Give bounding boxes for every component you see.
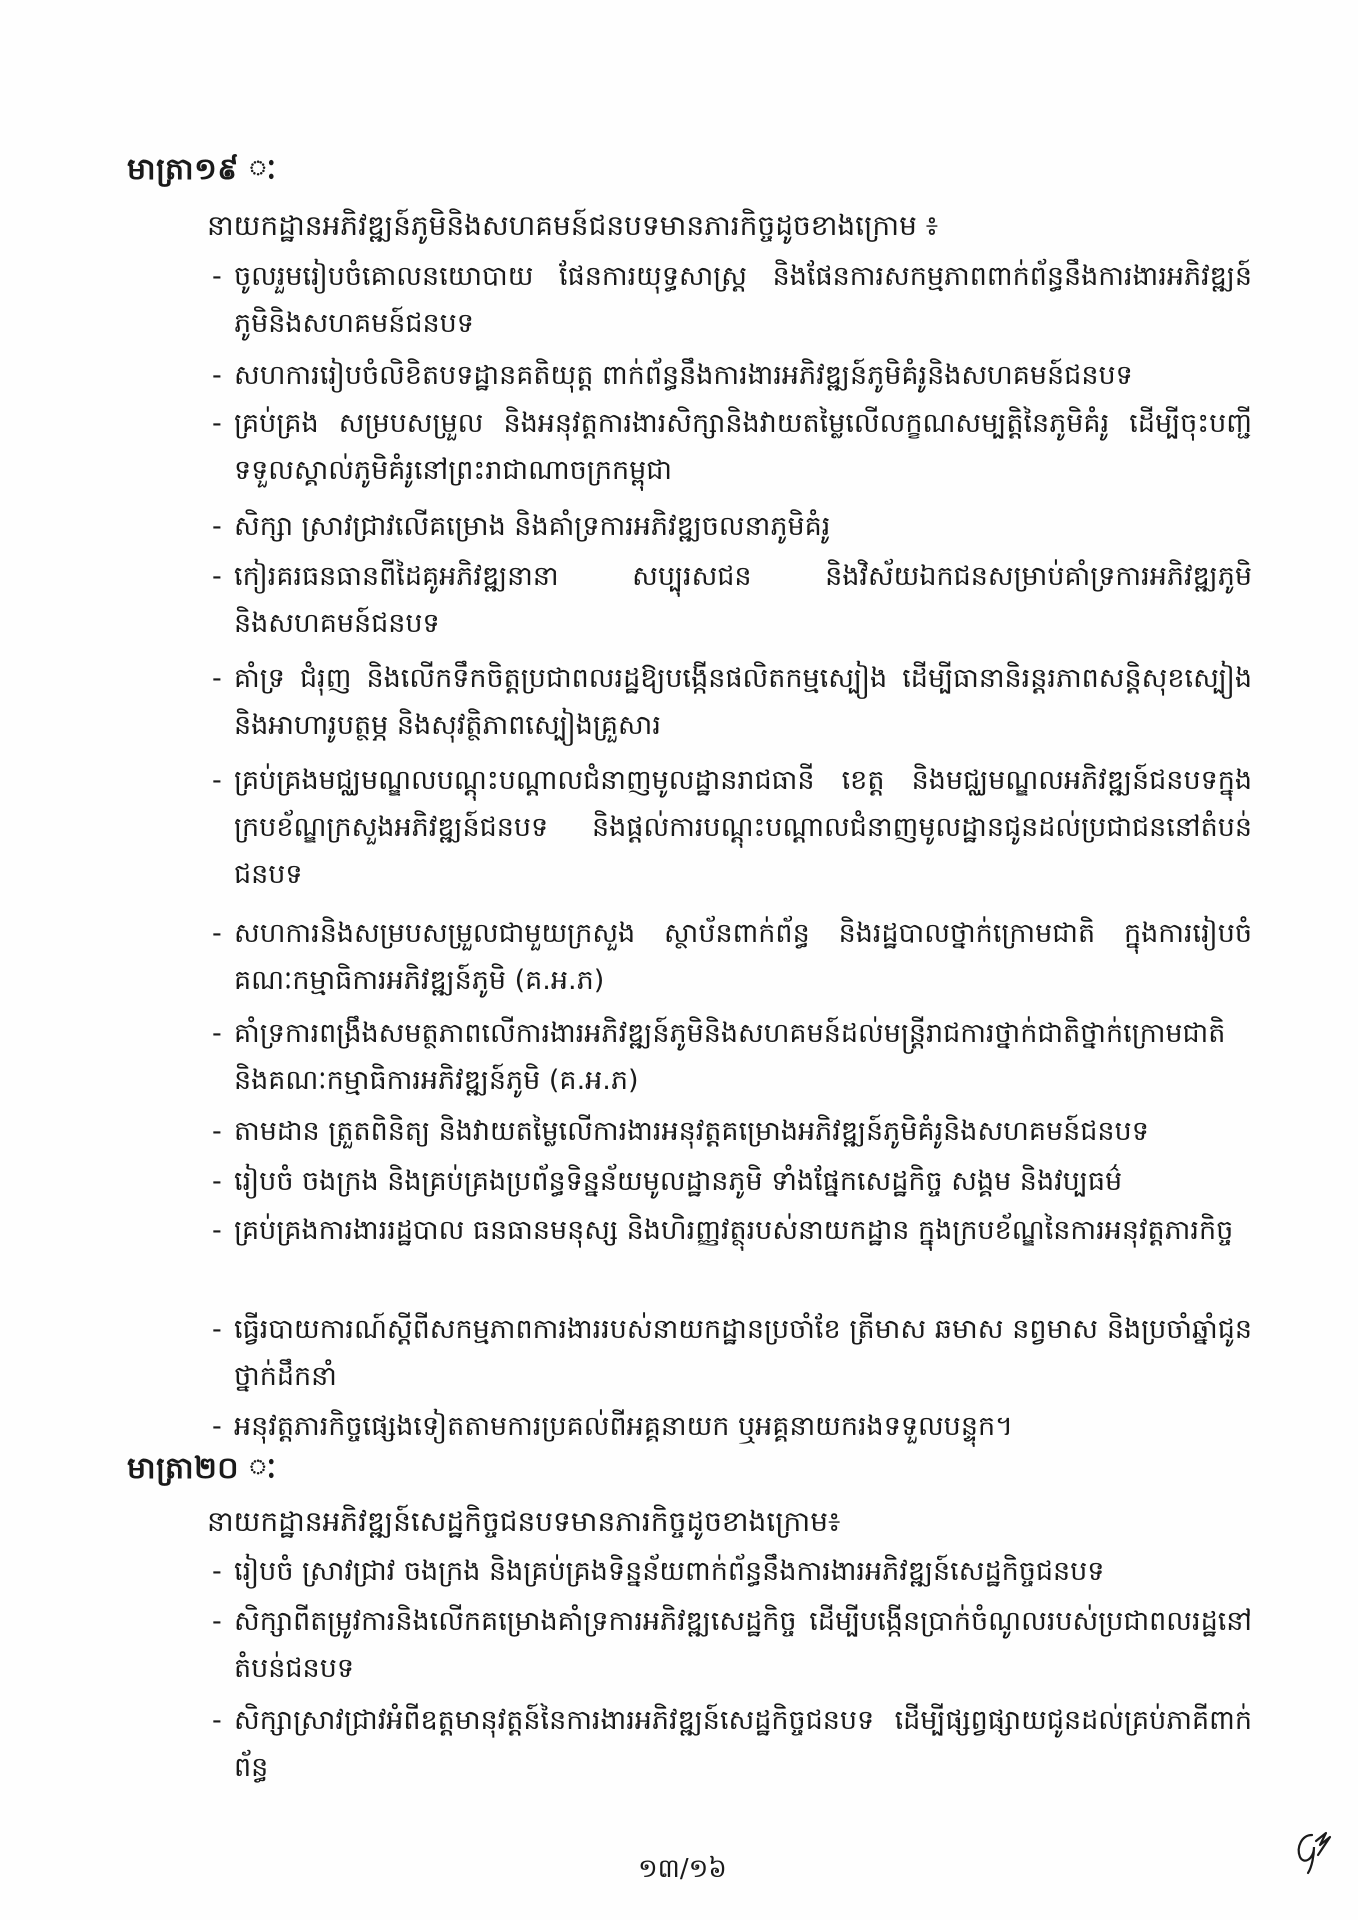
list-item-text: អនុវត្តភារកិច្ចផ្សេងទៀតតាមការប្រគល់ពីអគ្គនាយក ឬអគ្គនាយករងទទួលបន្ទុក។	[234, 1411, 1013, 1442]
list-item-text: សិក្សា ស្រាវជ្រាវលើគម្រោង និងគាំទ្រការអភិវឌ្ឍចលនាភូមិគំរូ	[234, 511, 831, 542]
list-item-text: គ្រប់គ្រងការងាររដ្ឋបាល ធនធានមនុស្ស និងហិរញ្ញវត្ថុរបស់នាយកដ្ឋាន ក្នុងក្របខ័ណ្ឌនៃការអនុវត្តភារកិច្ច	[234, 1215, 1234, 1246]
list-item-text: សហការរៀបចំលិខិតបទដ្ឋានគតិយុត្ត ពាក់ព័ន្ធនឹងការងារអភិវឌ្ឍន៍ភូមិគំរូនិងសហគមន៍ជនបទ	[234, 360, 1133, 391]
list-item-text: សិក្សាស្រាវជ្រាវអំពីឧត្តមានុវត្តន៍នៃការងារអភិវឌ្ឍន៍សេដ្ឋកិច្ចជនបទ ដើម្បីផ្សព្វផ្សាយជូនដល់គ្រប់ភាគីពាក់ព័ន្ធ	[234, 1705, 1252, 1783]
bullet-dash: -	[212, 261, 222, 292]
article-19-item-7	[212, 757, 1252, 898]
list-item-text: ចូលរួមរៀបចំគោលនយោបាយ ផែនការយុទ្ធសាស្ត្រ និងផែនការសកម្មភាពពាក់ព័ន្ធនឹងការងារអភិវឌ្ឍន៍ភូមិនិងសហគមន៍ជនបទ	[234, 261, 1252, 339]
article-20-item-2	[212, 1598, 1252, 1692]
bullet-dash: -	[212, 360, 222, 391]
list-item-text: រៀបចំ ស្រាវជ្រាវ ចងក្រង និងគ្រប់គ្រងទិន្នន័យពាក់ព័ន្ធនឹងការងារអភិវឌ្ឍន៍សេដ្ឋកិច្ចជនបទ	[234, 1556, 1105, 1587]
bullet-dash: -	[212, 1411, 222, 1442]
article-19-item-13	[212, 1306, 1252, 1400]
article-20-item-1	[212, 1548, 1252, 1595]
article-19-item-8	[212, 910, 1252, 1004]
bullet-dash: -	[212, 511, 222, 542]
list-item-text: តាមដាន ត្រួតពិនិត្យ និងវាយតម្លៃលើការងារអនុវត្តគម្រោងអភិវឌ្ឍន៍ភូមិគំរូនិងសហគមន៍ជនបទ	[234, 1116, 1149, 1147]
list-item-text: ធ្វើរបាយការណ៍ស្តីពីសកម្មភាពការងាររបស់នាយកដ្ឋានប្រចាំខែ ត្រីមាស ឆមាស នព្វមាស និងប្រចាំឆ្នាំជូនថ្នាក់ដឹកនាំ	[234, 1314, 1252, 1392]
bullet-dash: -	[212, 1116, 222, 1147]
list-item-text: គាំទ្រការពង្រឹងសមត្ថភាពលើការងារអភិវឌ្ឍន៍ភូមិនិងសហគមន៍ដល់មន្ត្រីរាជការថ្នាក់ជាតិថ្នាក់ក្រោមជាតិ និងគណៈកម្មាធិការអភិវឌ្ឍន៍ភូមិ (គ.អ.ភ)	[234, 1018, 1226, 1096]
bullet-dash: -	[212, 561, 222, 592]
article-19-item-3	[212, 400, 1252, 494]
article-19-item-2	[212, 352, 1252, 399]
article-19-item-6	[212, 655, 1252, 749]
page-number: ១៣/១៦	[638, 1854, 727, 1884]
bullet-dash: -	[212, 918, 222, 949]
list-item-text: គ្រប់គ្រង សម្របសម្រួល និងអនុវត្តការងារសិក្សានិងវាយតម្លៃលើលក្ខណសម្បត្តិនៃភូមិគំរូ ដើម្បីចុះបញ្ជីទទួលស្គាល់ភូមិគំរូនៅព្រះរាជាណាចក្រកម្ពុជា	[234, 408, 1252, 486]
list-item-text: រៀបចំ ចងក្រង និងគ្រប់គ្រងប្រព័ន្ធទិន្នន័យមូលដ្ឋានភូមិ ទាំងផ្នែកសេដ្ឋកិច្ច សង្គម និងវប្បធម៌	[234, 1166, 1123, 1197]
bullet-dash: -	[212, 663, 222, 694]
article-20-intro: នាយកដ្ឋានអភិវឌ្ឍន៍សេដ្ឋកិច្ចជនបទមានភារកិច្ចដូចខាងក្រោម៖	[207, 1505, 841, 1538]
article-19-item-9	[212, 1010, 1252, 1104]
article-20-heading: មាត្រា២០ ៈ	[127, 1451, 277, 1486]
list-item-text: គាំទ្រ ជំរុញ និងលើកទឹកចិត្តប្រជាពលរដ្ឋឱ្យបង្កើនផលិតកម្មស្បៀង ដើម្បីធានានិរន្តរភាពសន្តិសុខស្បៀងនិងអាហារូបត្ថម្ភ និងសុវត្ថិភាពស្បៀងគ្រួសារ	[234, 663, 1252, 741]
handwritten-initials-icon	[1282, 1805, 1342, 1875]
article-19-item-10	[212, 1108, 1252, 1155]
article-19-item-5	[212, 553, 1252, 647]
bullet-dash: -	[212, 1705, 222, 1736]
bullet-dash: -	[212, 1606, 222, 1637]
bullet-dash: -	[212, 408, 222, 439]
article-19-item-4	[212, 503, 1252, 550]
article-19-heading: មាត្រា១៩ ៈ	[127, 152, 277, 187]
article-19-item-11	[212, 1158, 1252, 1205]
bullet-dash: -	[212, 1018, 222, 1049]
bullet-dash: -	[212, 765, 222, 796]
list-item-text: សិក្សាពីតម្រូវការនិងលើកគម្រោងគាំទ្រការអភិវឌ្ឍសេដ្ឋកិច្ច ដើម្បីបង្កើនប្រាក់ចំណូលរបស់ប្រជាពលរដ្ឋនៅតំបន់ជនបទ	[234, 1606, 1252, 1684]
bullet-dash: -	[212, 1215, 222, 1246]
article-19-item-14	[212, 1403, 1252, 1450]
bullet-dash: -	[212, 1166, 222, 1197]
article-20-item-3	[212, 1697, 1252, 1791]
list-item-text: គ្រប់គ្រងមជ្ឈមណ្ឌលបណ្តុះបណ្តាលជំនាញមូលដ្ឋានរាជធានី ខេត្ត និងមជ្ឈមណ្ឌលអភិវឌ្ឍន៍ជនបទក្នុងក្របខ័ណ្ឌក្រសួងអភិវឌ្ឍន៍ជនបទ និងផ្តល់ការបណ្តុះបណ្តាលជំនាញមូលដ្ឋានជូនដល់ប្រជាជននៅតំបន់ជនបទ	[234, 765, 1252, 890]
article-19-intro: នាយកដ្ឋានអភិវឌ្ឍន៍ភូមិនិងសហគមន៍ជនបទមានភារកិច្ចដូចខាងក្រោម ៖	[207, 209, 939, 242]
article-19-item-12	[212, 1207, 1252, 1254]
article-19-item-1	[212, 253, 1252, 347]
bullet-dash: -	[212, 1556, 222, 1587]
list-item-text: កៀរគរធនធានពីដៃគូអភិវឌ្ឍនានា សប្បុរសជន និងវិស័យឯកជនសម្រាប់គាំទ្រការអភិវឌ្ឍភូមិនិងសហគមន៍ជនបទ	[234, 561, 1252, 639]
list-item-text: សហការនិងសម្របសម្រួលជាមួយក្រសួង ស្ថាប័នពាក់ព័ន្ធ និងរដ្ឋបាលថ្នាក់ក្រោមជាតិ ក្នុងការរៀបចំគណៈកម្មាធិការអភិវឌ្ឍន៍ភូមិ (គ.អ.ភ)	[234, 918, 1252, 996]
bullet-dash: -	[212, 1314, 222, 1345]
